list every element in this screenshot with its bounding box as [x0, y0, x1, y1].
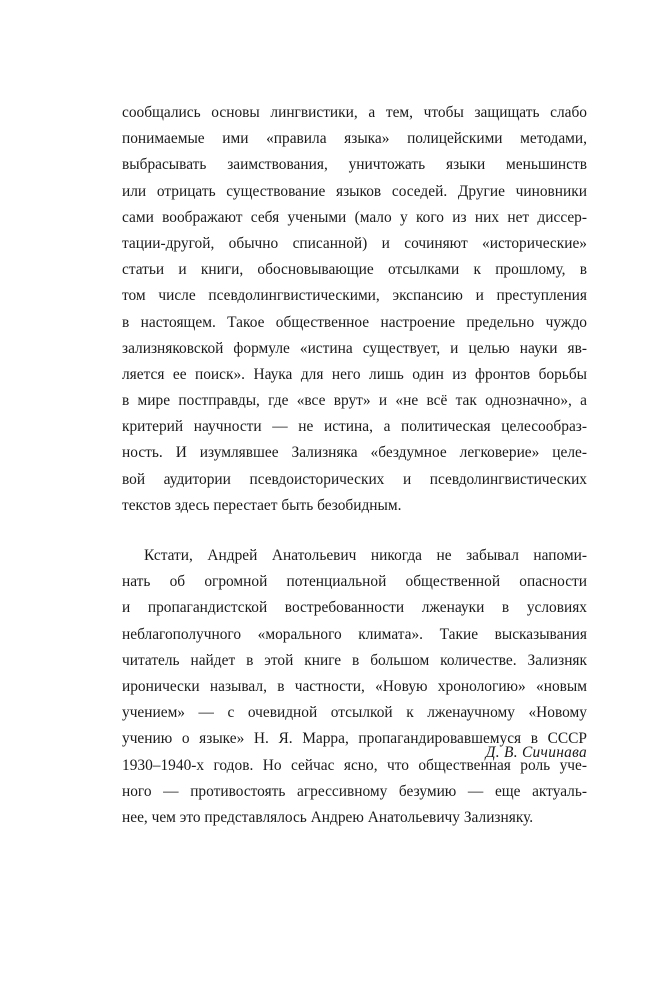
text-line: критерий научности — не истина, а политическая целесообраз-	[122, 418, 587, 436]
text-line: и пропагандистской востребованности лженауки в условиях	[122, 599, 587, 617]
text-line: неблагополучного «морального климата». Такие высказывания	[122, 625, 587, 643]
page-body	[122, 100, 587, 831]
text-line: текстов здесь перестает быть безобидным.	[122, 496, 402, 514]
text-line: ность. И изумлявшее Зализняка «бездумное легковерие» целе-	[122, 444, 587, 462]
text-line: вой аудитории псевдоисторических и псевдолингвистических	[122, 470, 587, 488]
text-line: учению о языке» Н. Я. Марра, пропагандировавшемуся в СССР	[122, 730, 587, 748]
text-line: 1930–1940-х годов. Но сейчас ясно, что общественная роль уче-	[122, 756, 587, 774]
text-line: в настоящем. Такое общественное настроение предельно чуждо	[122, 313, 587, 331]
paragraph-gap	[122, 519, 587, 543]
text-line: нее, чем это представлялось Андрею Анатольевичу Зализняку.	[122, 808, 534, 826]
text-line: ляется ее поиск». Наука для него лишь один из фронтов борьбы	[122, 365, 587, 383]
text-line: сами воображают себя учеными (мало у кого из них нет диссер-	[122, 208, 587, 226]
text-line: Кстати, Андрей Анатольевич никогда не забывал напоми-	[144, 547, 587, 564]
text-line: понимаемые ими «правила языка» полицейскими методами,	[122, 130, 587, 148]
text-line: ного — противостоять агрессивному безумию — еще актуаль-	[122, 782, 587, 800]
text-line: читатель найдет в этой книге в большом количестве. Зализняк	[122, 651, 587, 669]
text-line: сообщались основы лингвистики, а тем, чтобы защищать слабо	[122, 104, 587, 121]
author-signature: Д. В. Сичинава	[485, 744, 587, 761]
text-line: статьи и книги, обосновывающие отсылками к прошлому, в	[122, 261, 587, 279]
text-line: иронически называл, в частности, «Новую хронологию» «новым	[122, 677, 587, 695]
text-line: или отрицать существование языков соседей. Другие чиновники	[122, 182, 587, 200]
paragraph-1	[122, 100, 587, 519]
text-line: том числе псевдолингвистическими, экспансию и преступления	[122, 287, 587, 305]
text-line: выбрасывать заимствования, уничтожать языки меньшинств	[122, 156, 587, 174]
text-line: зализняковской формуле «истина существует, и целью науки яв-	[122, 339, 587, 357]
paragraph-2	[122, 543, 587, 831]
text-line: учением» — с очевидной отсылкой к лженаучному «Новому	[122, 704, 587, 722]
text-line: тации-другой, обычно списанной) и сочиняют «исторические»	[122, 234, 587, 252]
text-line: нать об огромной потенциальной общественной опасности	[122, 573, 587, 591]
text-line: в мире постправды, где «все врут» и «не всё так однозначно», а	[122, 392, 587, 410]
